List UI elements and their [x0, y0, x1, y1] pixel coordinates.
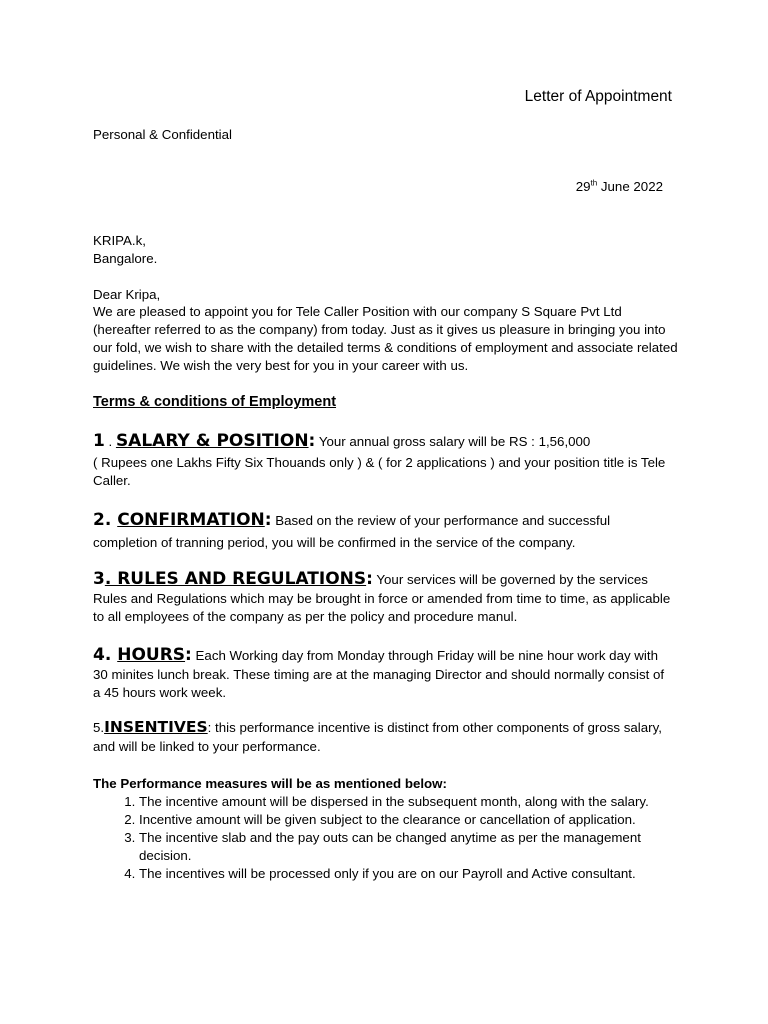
section-1-separator: . — [104, 434, 116, 449]
section-5-title: INSENTIVES — [104, 718, 208, 736]
section-1-text: Your annual gross salary will be RS : 1,56,000 — [315, 434, 591, 449]
measures-list — [93, 793, 672, 883]
section-2-colon: : — [264, 510, 272, 530]
list-item: 1. The incentive amount will be dispersed in the subsequent month, along with the salary. — [139, 793, 672, 811]
terms-heading — [93, 393, 675, 411]
section-hours — [93, 646, 674, 703]
section-2-title: CONFIRMATION — [117, 510, 265, 530]
section-3-text: Your services will be governed by the services Rules and Regulations which may be brought in force or amended from time to time, as applicable to all employees of the company as per the policy and procedure manul. — [93, 572, 671, 624]
date-rest: June 2022 — [597, 179, 663, 194]
section-3-title: . RULES AND REGULATIONS — [104, 569, 367, 589]
letter-date — [576, 178, 663, 196]
date-day: 29 — [575, 179, 591, 194]
date-suffix: th — [590, 178, 598, 188]
section-1-title: SALARY & POSITION — [115, 431, 309, 451]
section-2-number: 2. — [93, 510, 118, 530]
section-1-colon: : — [308, 431, 316, 451]
list-item: 2. Incentive amount will be given subject to the clearance or cancellation of application. — [139, 811, 672, 829]
salutation: Dear Kripa, — [93, 287, 161, 302]
section-4-number: 4. — [93, 645, 118, 665]
section-1-text-continued: ( Rupees one Lakhs Fifty Six Thouands only ) & ( for 2 applications ) and your position title is Tele Caller. — [93, 455, 666, 488]
intro-paragraph: We are pleased to appoint you for Tele Caller Position with our company S Square Pvt Ltd (hereafter referred to as the company) from today. Just as it gives us pleasure in bringing you into our fold, we wish to share with the detailed terms & conditions of employment and associate related guidelines. We wish the very best for you in your career with us. — [93, 304, 678, 373]
letter-title: Letter of Appointment — [524, 88, 672, 105]
section-confirmation — [93, 509, 672, 554]
section-4-text: Each Working day from Monday through Friday will be nine hour work day with 30 minites lunch break. These timing are at the managing Director and should normally consist of a 45 hours work week. — [93, 648, 665, 700]
section-rules — [93, 570, 674, 627]
section-5-text: this performance incentive is distinct from other components of gross salary, and will be linked to your performance. — [93, 720, 662, 754]
section-salary — [93, 432, 678, 451]
section-incentives — [93, 718, 668, 756]
terms-heading-text: Terms & conditions of Employment — [93, 394, 337, 410]
section-3-number: 3 — [93, 569, 105, 589]
confidential-label: Personal & Confidential — [93, 127, 232, 142]
section-4-title: HOURS — [117, 645, 186, 665]
section-5-colon: : — [207, 720, 212, 735]
measures-heading: The Performance measures will be as mentioned below: — [93, 776, 447, 791]
section-4-colon: : — [185, 645, 192, 665]
section-3-colon: : — [366, 569, 373, 589]
section-2-text: Based on the review of your performance and successful completion of tranning period, you will be confirmed in the service of the company. — [93, 513, 611, 550]
list-item: 4. The incentives will be processed only if you are on our Payroll and Active consultant. — [139, 865, 672, 883]
recipient-city: Bangalore. — [93, 251, 158, 266]
section-1-number: 1 — [93, 431, 105, 451]
recipient-name: KRIPA.k, — [93, 233, 146, 248]
list-item: 3. The incentive slab and the pay outs can be changed anytime as per the management decision. — [139, 829, 672, 865]
section-5-number: 5. — [93, 720, 105, 735]
